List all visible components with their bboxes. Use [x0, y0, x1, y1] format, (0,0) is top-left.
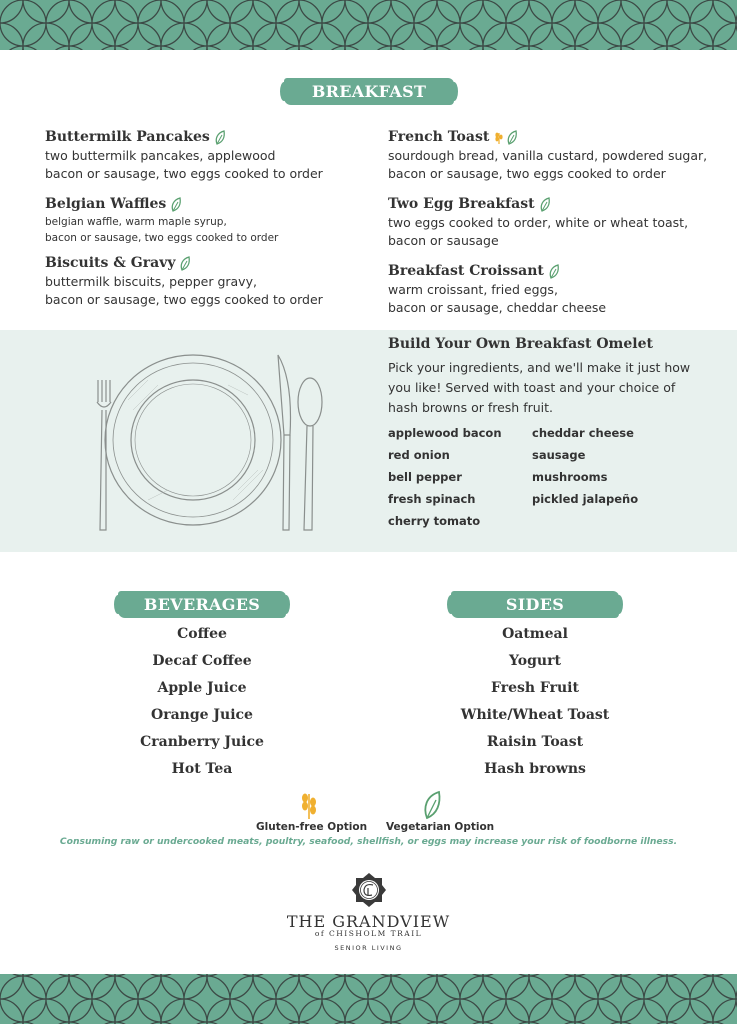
list-item: Cranberry Juice — [140, 734, 264, 750]
logo-tagline: SENIOR LIVING — [334, 944, 403, 952]
ingredient: red onion — [388, 448, 450, 462]
beverages-heading — [118, 591, 286, 618]
item-title: Two Egg Breakfast — [388, 196, 535, 212]
item-desc-line: buttermilk biscuits, pepper gravy, — [45, 274, 257, 289]
item-desc-line: sourdough bread, vanilla custard, powdered sugar, — [388, 148, 708, 163]
bottom-pattern-band — [0, 974, 737, 1024]
leaf-icon — [179, 256, 191, 271]
list-item: Orange Juice — [151, 707, 253, 723]
menu-item-belgian-waffles — [45, 194, 365, 246]
leaf-icon — [548, 264, 560, 279]
ingredient: sausage — [532, 448, 586, 462]
logo-subtitle: of CHISHOLM TRAIL — [314, 929, 423, 938]
ingredient: cheddar cheese — [532, 426, 634, 440]
item-title: Breakfast Croissant — [388, 263, 544, 279]
list-item: Coffee — [177, 626, 227, 642]
sides-heading — [451, 591, 619, 618]
menu-item-buttermilk-pancakes — [45, 127, 365, 183]
item-desc-line: bacon or sausage, two eggs cooked to order — [388, 166, 666, 181]
leaf-icon — [214, 130, 226, 145]
item-title: Belgian Waffles — [45, 196, 167, 212]
gluten-free-legend: Gluten-free Option — [256, 821, 368, 833]
ingredient: mushrooms — [532, 470, 608, 484]
list-item: Fresh Fruit — [491, 680, 579, 696]
circle-pattern-icon — [0, 0, 737, 50]
beverages-heading-text: BEVERAGES — [143, 595, 261, 614]
logo-name: THE GRANDVIEW — [286, 912, 451, 931]
ingredient: cherry tomato — [388, 514, 481, 528]
list-item: Apple Juice — [157, 680, 247, 696]
list-item: Hash browns — [484, 761, 586, 777]
beverages-list — [92, 621, 312, 783]
leaf-icon — [539, 197, 551, 212]
breakfast-heading-text: BREAKFAST — [311, 82, 427, 101]
item-desc-line: warm croissant, fried eggs, — [388, 282, 558, 297]
omelet-desc-line: you like! Served with toast and your choice of — [388, 380, 676, 395]
leaf-icon — [170, 197, 182, 212]
foodborne-disclaimer: Consuming raw or undercooked meats, poultry, seafood, shellfish, or eggs may increase your risk of foodborne illness. — [59, 836, 678, 847]
ingredient: pickled jalapeño — [532, 492, 639, 506]
leaf-icon — [506, 130, 518, 145]
list-item: White/Wheat Toast — [460, 707, 610, 723]
omelet-title: Build Your Own Breakfast Omelet — [388, 336, 653, 352]
item-desc-line: bacon or sausage — [388, 233, 499, 248]
vegetarian-legend: Vegetarian Option — [386, 821, 495, 833]
item-desc-line: two buttermilk pancakes, applewood — [45, 148, 276, 163]
omelet-desc-line: Pick your ingredients, and we'll make it just how — [388, 360, 691, 375]
ingredient: applewood bacon — [388, 426, 502, 440]
breakfast-heading — [284, 78, 454, 105]
sides-heading-text: SIDES — [505, 595, 565, 614]
item-desc-line: bacon or sausage, two eggs cooked to order — [45, 166, 323, 181]
wheat-icon — [493, 130, 505, 145]
menu-item-biscuits-gravy — [45, 253, 365, 309]
omelet-desc-line: hash browns or fresh fruit. — [388, 400, 554, 415]
sides-list — [425, 621, 645, 783]
list-item: Decaf Coffee — [152, 653, 252, 669]
leaf-icon — [422, 790, 442, 820]
list-item: Hot Tea — [171, 761, 233, 777]
plate-illustration-icon — [88, 340, 338, 540]
menu-item-french-toast — [388, 127, 708, 183]
menu-item-breakfast-croissant — [388, 261, 708, 317]
ingredient: bell pepper — [388, 470, 462, 484]
list-item: Yogurt — [509, 653, 561, 669]
item-desc-line: bacon or sausage, cheddar cheese — [388, 300, 607, 315]
item-title: French Toast — [388, 129, 490, 145]
item-desc-line: two eggs cooked to order, white or wheat toast, — [388, 215, 689, 230]
top-pattern-band — [0, 0, 737, 50]
grandview-emblem-icon — [351, 872, 387, 908]
menu-item-two-egg-breakfast — [388, 194, 708, 250]
ingredient: fresh spinach — [388, 492, 476, 506]
list-item: Oatmeal — [502, 626, 568, 642]
item-title: Buttermilk Pancakes — [45, 129, 210, 145]
item-title: Biscuits & Gravy — [45, 255, 176, 271]
circle-pattern-icon — [0, 974, 737, 1024]
item-desc-line: belgian waffle, warm maple syrup, — [45, 216, 227, 228]
wheat-icon — [298, 790, 320, 820]
item-desc-line: bacon or sausage, two eggs cooked to order — [45, 292, 323, 307]
item-desc-line: bacon or sausage, two eggs cooked to order — [45, 232, 279, 244]
omelet-description — [388, 358, 708, 418]
list-item: Raisin Toast — [486, 734, 584, 750]
